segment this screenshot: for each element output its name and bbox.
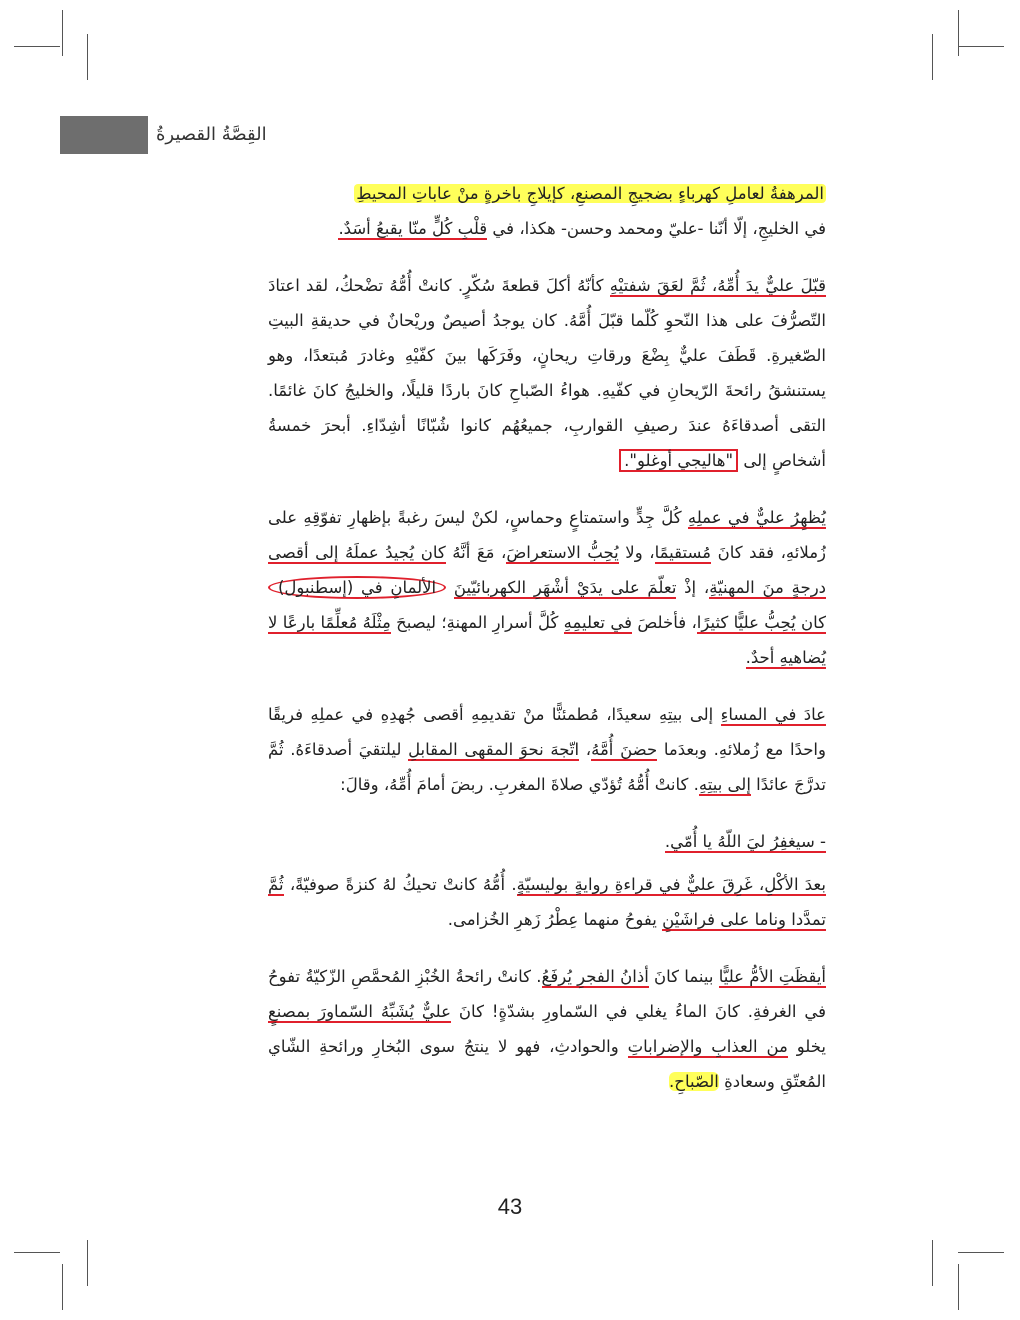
crop-mark (958, 1264, 959, 1310)
text: ، (579, 740, 592, 759)
story-body (268, 176, 826, 1121)
paragraph-continuation (268, 176, 826, 246)
boxed-phrase: "هاليجي أوغلو". (619, 449, 738, 472)
underlined-phrase: اتّجهَ نحوَ المقهى المقابلِ (408, 740, 580, 759)
underlined-phrase: أذانُ الفجرِ يُرفَعُ (541, 967, 649, 986)
circled-phrase: الألمانِ في (إسطنبول) (268, 576, 446, 599)
text: ، ولا (618, 543, 655, 562)
underlined-phrase: ثُمَّ تمدَّدا وناما على فراشَيْنِ (268, 875, 826, 929)
underlined-phrase: إلى بيتِهِ (698, 775, 751, 794)
crop-mark (932, 34, 933, 80)
crop-mark (87, 34, 88, 80)
crop-mark (958, 46, 1004, 47)
underlined-phrase: يُحِبُّ الاستعراضَ (506, 543, 619, 562)
underlined-phrase: عليٌّ يُشَبِّهُ السّماورَ بمصنعٍ (268, 1002, 451, 1021)
paragraph (268, 697, 826, 802)
underlined-phrase: أيقظَتِ الأمُّ عليًّا (718, 967, 826, 986)
text: ، فأخلصَ (632, 613, 697, 632)
highlighted-line: المرهفةُ لعاملِ كهرباءٍ بضجيجِ المصنعِ، كإيلاجِ باخرةٍ منْ عاباتِ المحيطِ (356, 184, 824, 203)
underlined-phrase: حضنَ أُمَّهُ (591, 740, 658, 759)
text: في الخليجِ، إلّا أنّنا -عليّ ومحمد وحسن- هكذا، في (487, 219, 826, 238)
crop-mark (958, 1252, 1004, 1253)
text: . كانتْ أُمُّهُ تُؤدّي صلاةَ المغربِ. ربضَ أمامَ أُمِّهُ، وقالَ: (340, 775, 699, 794)
crop-mark (62, 1264, 63, 1310)
header-bar (60, 116, 148, 154)
crop-mark (87, 1240, 88, 1286)
page-number: 43 (497, 1194, 523, 1219)
text: يفوحُ منهما عِطْرُ زَهرِ الخُزامى. (447, 910, 663, 929)
crop-mark (14, 1252, 60, 1253)
underlined-phrase: عادَ في المساءِ (720, 705, 826, 724)
underlined-phrase: بعدَ الأكْلِ، غَرِقَ عليٌّ في قراءةِ روايةٍ بوليسيّةٍ (516, 875, 826, 894)
text: . أُمُّهُ كانتْ تحيكُ لهُ كنزةً صوفيّةً، (283, 875, 517, 894)
text: ، إذْ (676, 578, 710, 597)
dialogue-line (268, 824, 826, 859)
underlined-phrase: قبّلَ عليٌّ يدَ أُمِّهُ، ثُمَّ لعَقَ شفتيْهِ (609, 276, 826, 295)
running-header-title: القِصَّةُ القصيرةُ (156, 124, 267, 145)
underlined-phrase: تعلّمَ على يدَيْ أشْهَرِ الكهربائيّينَ (453, 578, 677, 597)
underlined-phrase: يُظهِرُ عليٌّ في عملِهِ (687, 508, 826, 527)
text: ، مَعَ أنَّهُ (445, 543, 507, 562)
underlined-phrase: كان يُجيدُ عملَهُ إلى أقصى درجةٍ منَ المهنيّةِ (268, 543, 827, 597)
underlined-phrase: - سيغفِرُ ليَ اللّهُ يا أُمّي. (664, 832, 826, 851)
text: بينما كانَ (648, 967, 719, 986)
text: ليلتقيَ أصدقاءَهُ. ثُمَّ تدرَّجَ عائدًا (268, 740, 826, 794)
text: إلى بيتِهِ سعيدًا، مُطمئنًّا منْ تقديمِهِ أقصى جُهدِهِ في عملِهِ فريقًا واحدًا مع زُملائهِ. وبعدَما (268, 705, 826, 759)
text: كأنّهُ أكلَ قطعةَ سُكّرٍ. كانتْ أُمُّهُ تضْحكُ، لقد اعتادَ التّصرُّفَ على هذا النّحوِ كُلّما قبّلَ أُمَّهُ. كان يوجدُ أصيصٌ وريْحانٌ في حديقةِ البيتِ الصّغيرةِ. قَطَفَ عليٌّ بِضْعَ ورقاتِ ريحانٍ، وفَرَكَها بينَ كفّيْهِ وغادرَ مُبتعدًا، وهو يستنشقُ رائحةَ الرّيحانِ في كفّيهِ. هواءُ الصّباحِ كانَ باردًا قليلًا، والخليجُ كانَ غائمًا. التقى أصدقاءَهُ عندَ رصيفِ القواربِ، جميعُهُم كانوا شُبّانًا أشِدّاءِ. أبحرَ خمسةُ أشخاصٍ إلى (268, 276, 826, 470)
paragraph (268, 867, 826, 937)
text: كُلَّ أسرارِ المهنةِ؛ ليصبحَ (390, 613, 564, 632)
crop-mark (62, 10, 63, 56)
underlined-phrase: في تعليمِهِ (563, 613, 632, 632)
crop-mark (932, 1240, 933, 1286)
text: يخلو (787, 1037, 826, 1056)
paragraph (268, 500, 826, 675)
underlined-phrase: كان يُحِبُّ عليًّا كثيرًا (696, 613, 827, 632)
text: كُلَّ جِدٍّ واستمتاعٍ وحماسٍ، لكنْ ليسَ رغبةً بإظهارِ تفوّقِهِ على زُملائهِ، فقد كانَ (268, 508, 826, 562)
underlined-phrase: قلْبِ كُلٍّ منّا يقبعُ أسَدٌ. (338, 219, 488, 238)
crop-mark (14, 46, 60, 47)
crop-mark (958, 10, 959, 56)
paragraph (268, 268, 826, 478)
paragraph (268, 959, 826, 1099)
underlined-phrase: مُستقيمًا (654, 543, 712, 562)
underlined-phrase: مِثْلَهُ مُعلِّمًا بارعًا لا يُضاهيهِ أحدٌ. (268, 613, 826, 667)
text: والحوادثِ، فهو لا ينتجُ سوى البُخارِ ورائحةِ الشّاي المُعتّقِ وسعادةِ (268, 1037, 826, 1091)
highlighted-word: الصّباحِ. (669, 1072, 719, 1091)
text: . كانتْ رائحةُ الخُبْزِ المُحمَّصِ الزّكيّةُ تفوحُ في الغرفةِ. كانَ الماءُ يغلي في السّماورِ بشدّةٍ! كانَ (268, 967, 826, 1021)
underlined-phrase: من العذابِ والإضراباتِ (627, 1037, 788, 1056)
